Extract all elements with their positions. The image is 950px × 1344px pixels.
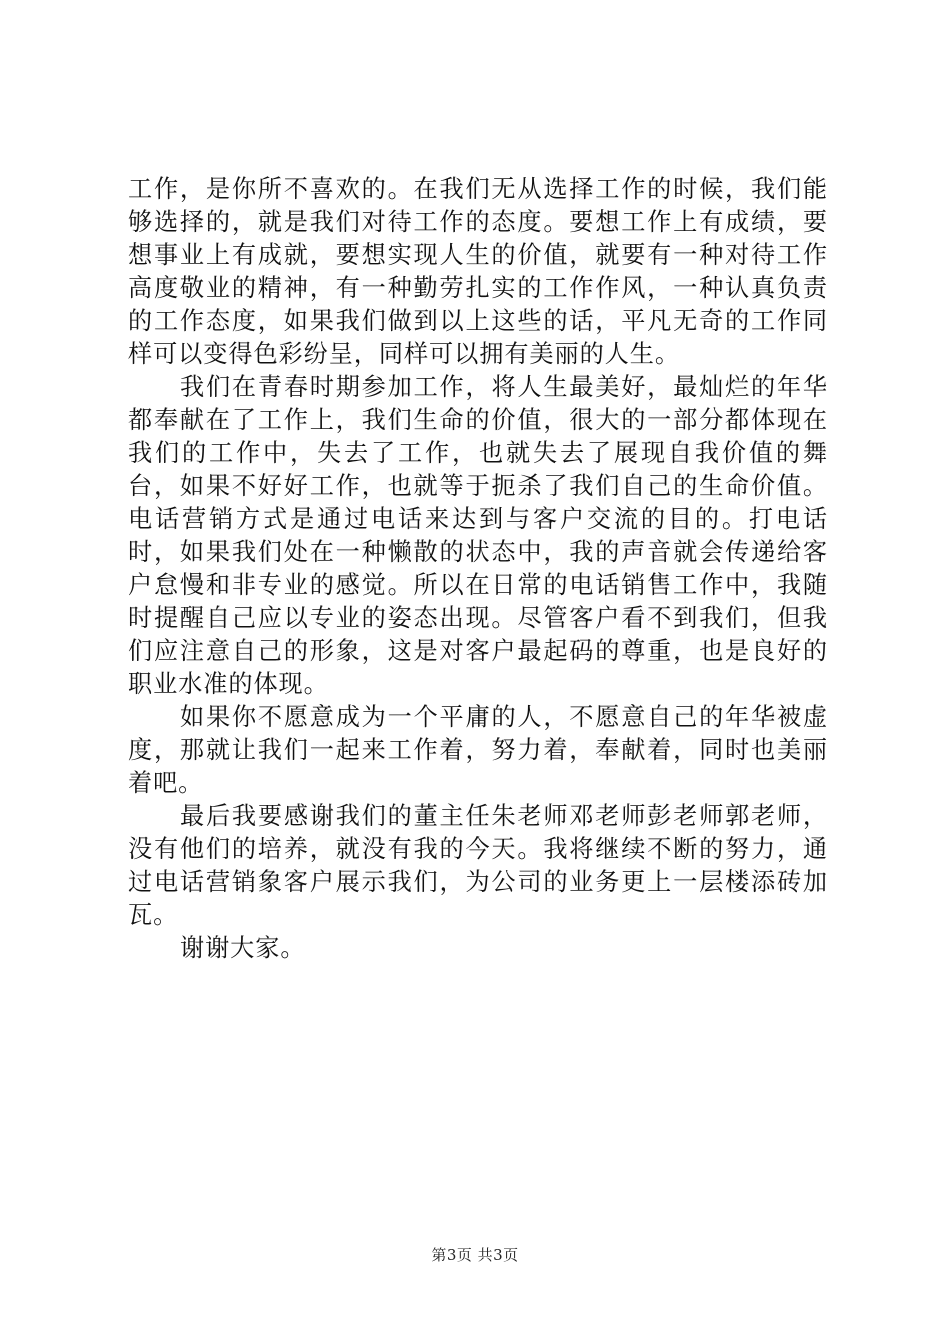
paragraph-continuation: 工作，是你所不喜欢的。在我们无从选择工作的时候，我们能够选择的，就是我们对待工作的态度。要想工作上有成绩，要想事业上有成就，要想实现人生的价值，就要有一种对待工作高度敬业的精神，有一种勤劳扎实的工作作风，一种认真负责的工作态度，如果我们做到以上这些的话，平凡无奇的工作同样可以变得色彩纷呈，同样可以拥有美丽的人生。 bbox=[128, 175, 828, 368]
document-body bbox=[128, 173, 828, 965]
paragraph-not-mediocre: 如果你不愿意成为一个平庸的人，不愿意自己的年华被虚度，那就让我们一起来工作着，努力着，奉献着，同时也美丽着吧。 bbox=[128, 703, 828, 797]
paragraph-closing: 谢谢大家。 bbox=[180, 934, 306, 962]
page-footer: 第3页 共3页 bbox=[431, 1246, 519, 1264]
paragraph-thanks-teachers: 最后我要感谢我们的董主任朱老师邓老师彭老师郭老师，没有他们的培养，就没有我的今天。我将继续不断的努力，通过电话营销象客户展示我们，为公司的业务更上一层楼添砖加瓦。 bbox=[128, 802, 828, 929]
paragraph-youth-work: 我们在青春时期参加工作，将人生最美好，最灿烂的年华都奉献在了工作上，我们生命的价值，很大的一部分都体现在我们的工作中，失去了工作，也就失去了展现自我价值的舞台，如果不好好工作，也就等于扼杀了我们自己的生命价值。电话营销方式是通过电话来达到与客户交流的目的。打电话时，如果我们处在一种懒散的状态中，我的声音就会传递给客户怠慢和非专业的感觉。所以在日常的电话销售工作中，我随时提醒自己应以专业的姿态出现。尽管客户看不到我们，但我们应注意自己的形象，这是对客户最起码的尊重，也是良好的职业水准的体现。 bbox=[128, 373, 828, 698]
